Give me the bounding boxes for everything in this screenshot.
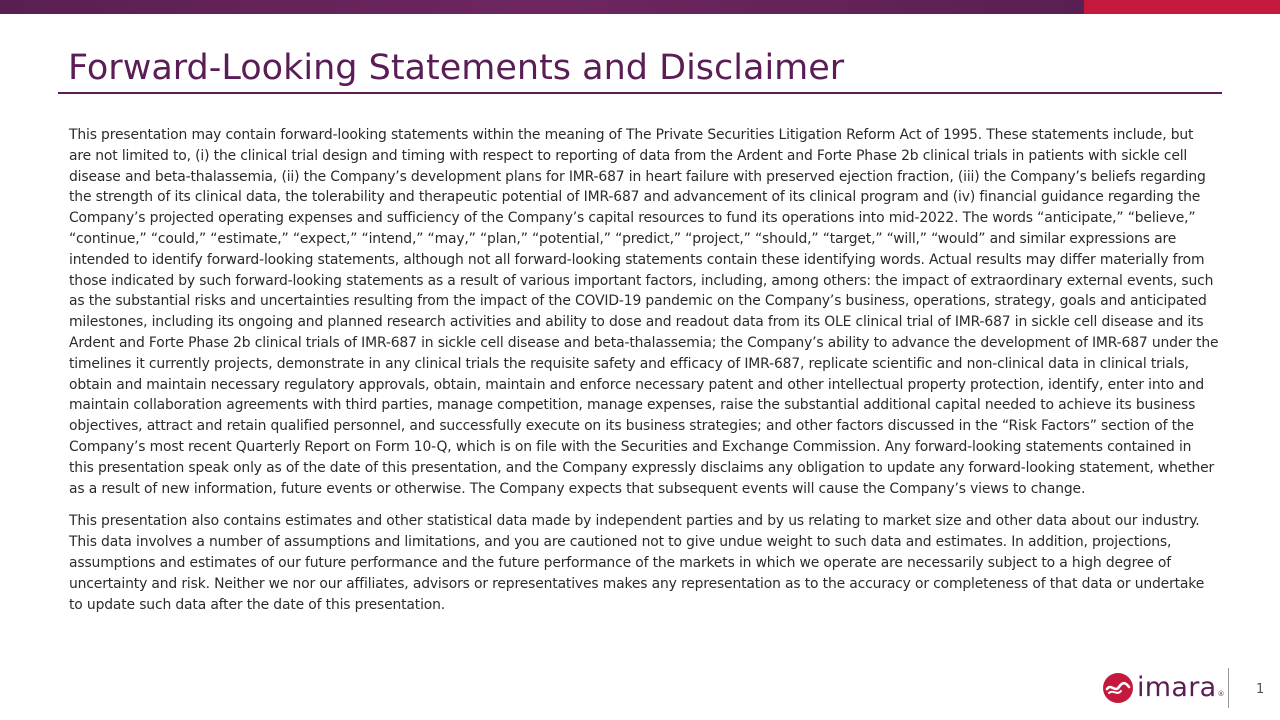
top-brand-bar (0, 0, 1084, 14)
title-divider (58, 92, 1222, 94)
footer-divider (1228, 668, 1229, 708)
slide-title: Forward-Looking Statements and Disclaimer (68, 48, 845, 88)
disclaimer-body (69, 125, 1219, 627)
page-number: 1 (1256, 682, 1265, 697)
imara-logo (1102, 668, 1226, 708)
imara-logo-icon (1102, 672, 1134, 704)
disclaimer-paragraph-forward-looking: This presentation may contain forward-looking statements within the meaning of The Private Securities Litigation Reform Act of 1995. These statements include, but are not limited to, (i) the clinical trial design and timing with respect to reporting of data from the Ardent and Forte Phase 2b clinical trials in patients with sickle cell disease and beta-thalassemia, (ii) the Company’s development plans for IMR-687 in heart failure with preserved ejection fraction, (iii) the Company’s beliefs regarding the strength of its clinical data, the tolerability and therapeutic potential of IMR-687 and advancement of its clinical program and (iv) financial guidance regarding the Company’s projected operating expenses and sufficiency of the Company’s capital resources to fund its operations into mid-2022. The words “anticipate,” “believe,” “continue,” “could,” “estimate,” “expect,” “intend,” “may,” “plan,” “potential,” “predict,” “project,” “should,” “target,” “will,” “would” and similar expressions are intended to identify forward-looking statements, although not all forward-looking statements contain these identifying words. Actual results may differ materially from those indicated by such forward-looking statements as a result of various important factors, including, among others: the impact of extraordinary external events, such as the substantial risks and uncertainties resulting from the impact of the COVID-19 pandemic on the Company’s business, operations, strategy, goals and anticipated milestones, including its ongoing and planned research activities and ability to dose and readout data from its OLE clinical trial of IMR-687 in sickle cell disease and its Ardent and Forte Phase 2b clinical trials of IMR-687 in sickle cell disease and beta-thalassemia; the Company’s ability to advance the development of IMR-687 under the timelines it currently projects, demonstrate in any clinical trials the requisite safety and efficacy of IMR-687, replicate scientific and non-clinical data in clinical trials, obtain and maintain necessary regulatory approvals, obtain, maintain and enforce necessary patent and other intellectual property protection, identify, enter into and maintain collaboration agreements with third parties, manage competition, manage expenses, raise the substantial additional capital needed to achieve its business objectives, attract and retain qualified personnel, and successfully execute on its business strategies; and other factors discussed in the “Risk Factors” section of the Company’s most recent Quarterly Report on Form 10-Q, which is on file with the Securities and Exchange Commission. Any forward-looking statements contained in this presentation speak only as of the date of this presentation, and the Company expressly disclaims any obligation to update any forward-looking statement, whether as a result of new information, future events or otherwise. The Company expects that subsequent events will cause the Company’s views to change. (69, 127, 1219, 497)
registered-mark: ® (1217, 690, 1225, 698)
top-accent-bar (1084, 0, 1280, 14)
imara-logo-wordmark: imara (1137, 672, 1217, 703)
disclaimer-paragraph-estimates: This presentation also contains estimates and other statistical data made by independent parties and by us relating to market size and other data about our industry. This data involves a number of assumptions and limitations, and you are cautioned not to give undue weight to such data and estimates. In addition, projections, assumptions and estimates of our future performance and the future performance of the markets in which we operate are necessarily subject to a high degree of uncertainty and risk. Neither we nor our affiliates, advisors or representatives makes any representation as to the accuracy or completeness of that data or undertake to update such data after the date of this presentation. (69, 513, 1205, 613)
